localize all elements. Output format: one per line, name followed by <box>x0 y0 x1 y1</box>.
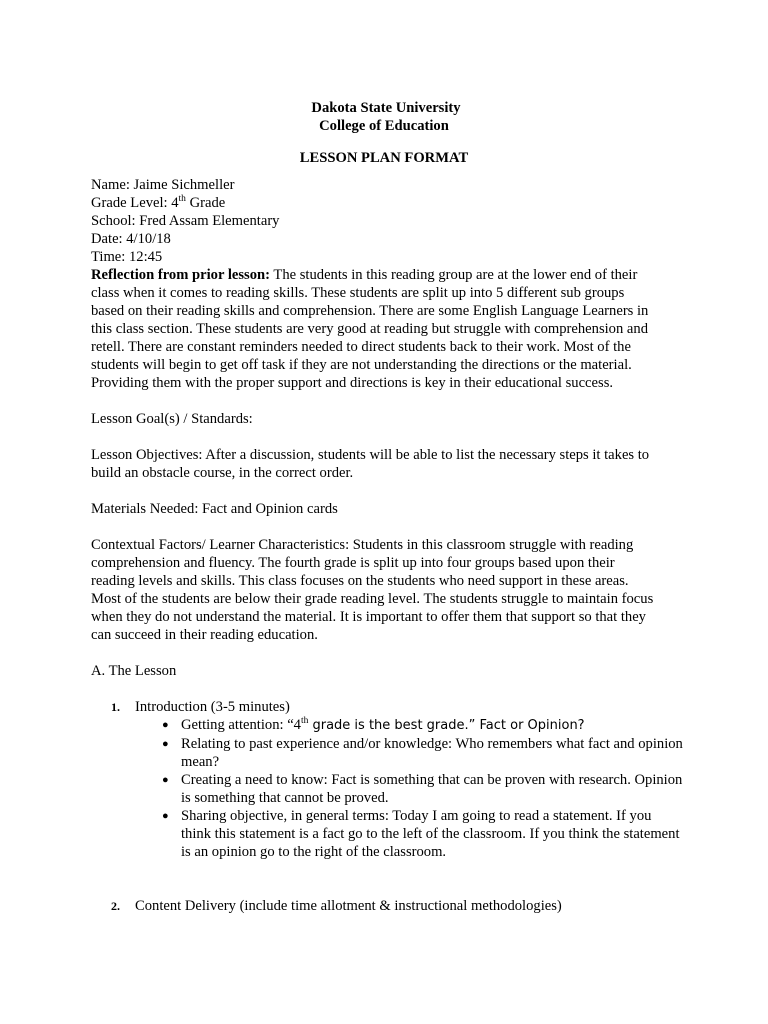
document-title: LESSON PLAN FORMAT <box>299 150 469 166</box>
lesson-time: Time: 12:45 <box>91 249 163 265</box>
contextual-factors: Contextual Factors/ Learner Characteristics: Students in this classroom struggle with reading comprehension and fluency. The fourth grade is split up into four groups based upon their reading levels and skills. This class focuses on the students who need support in these areas. Most of the students are below their grade reading level. The students struggle to maintain focus when they do not understand the material. It is important to offer them that support so that they can succeed in their reading education. <box>91 537 654 643</box>
list-item: ● Getting attention: “4th grade is the best grade.” Fact or Opinion? <box>162 716 585 733</box>
section-a-heading: A. The Lesson <box>91 663 177 679</box>
grade-level: Grade Level: 4th Grade <box>91 194 226 211</box>
reflection-paragraph: Reflection from prior lesson: The students in this reading group are at the lower end of their class when it comes to reading skills. These students are split up into 5 different sub groups based on their reading skills and comprehension. There are some English Language Learners in this class section. These students are very good at reading but struggle with comprehension and retell. There are constant reminders needed to direct students back to their work. Most of the students will begin to get off task if they are not understanding the directions or the material. Providing them with the proper support and directions is key in their educational success. <box>91 267 649 391</box>
item-number: 1. <box>111 700 120 714</box>
bullet-icon: ● <box>162 719 169 731</box>
lesson-goals: Lesson Goal(s) / Standards: <box>91 411 253 427</box>
list-item: ● Relating to past experience and/or knowledge: Who remembers what fact and opinion mean? <box>162 736 683 770</box>
university-name: Dakota State University <box>311 100 461 116</box>
school-name: School: Fred Assam Elementary <box>91 213 280 229</box>
reflection-label: Reflection from prior lesson: <box>91 267 271 283</box>
bullet-icon: ● <box>162 738 169 750</box>
document-body <box>91 176 681 915</box>
bullet-list <box>159 716 681 861</box>
college-name: College of Education <box>319 118 449 134</box>
lesson-steps-list <box>111 698 681 915</box>
list-item: ● Sharing objective, in general terms: Today I am going to read a statement. If you think this statement is a fact go to the left of the classroom. If you think the statement is an opinion go to the right of the classroom. <box>162 808 680 860</box>
list-item <box>111 897 681 915</box>
item-title: Introduction (3-5 minutes) <box>135 699 290 715</box>
item-number: 2. <box>111 899 120 913</box>
bullet-icon: ● <box>162 774 169 786</box>
item-title: Content Delivery (include time allotment & instructional methodologies) <box>135 898 562 914</box>
lesson-objectives: Lesson Objectives: After a discussion, students will be able to list the necessary steps it takes to build an obstacle course, in the correct order. <box>91 447 650 481</box>
bullet-icon: ● <box>162 810 169 822</box>
materials-needed: Materials Needed: Fact and Opinion cards <box>91 501 338 517</box>
list-item: ● Creating a need to know: Fact is something that can be proven with research. Opinion is something that cannot be proved. <box>162 772 683 806</box>
lesson-date: Date: 4/10/18 <box>91 231 171 247</box>
document-header <box>0 99 768 167</box>
teacher-name: Name: Jaime Sichmeller <box>91 177 235 193</box>
list-item <box>111 698 681 861</box>
